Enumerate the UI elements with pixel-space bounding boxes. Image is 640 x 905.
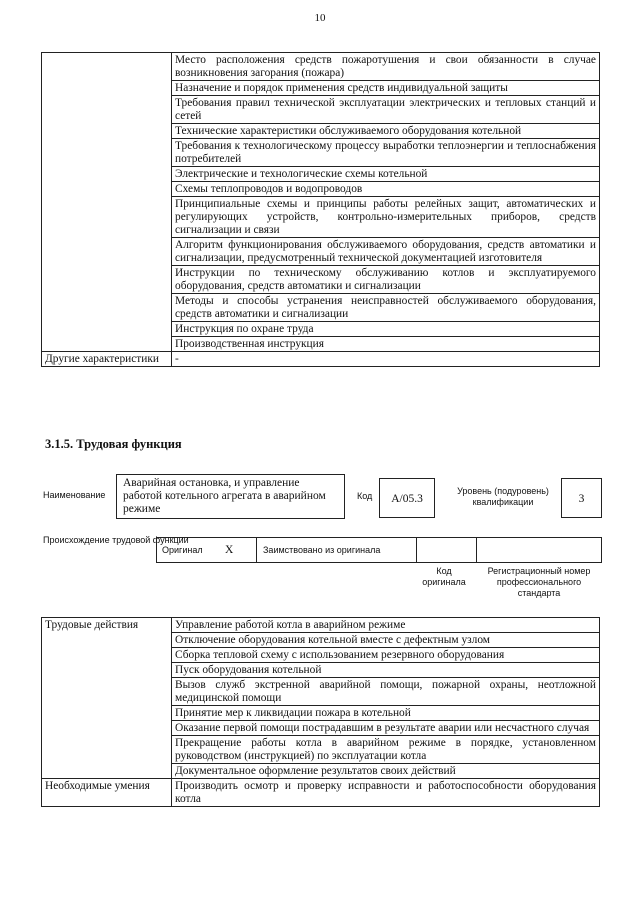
labor-action-item: Управление работой котла в аварийном режиме — [172, 618, 600, 633]
table-row — [42, 618, 600, 633]
labor-function-table — [41, 617, 600, 807]
registration-number-caption: Регистрационный номер профессионального стандарта — [487, 566, 591, 598]
labor-action-item: Сборка тепловой схему с использованием резервного оборудования — [172, 648, 600, 663]
origin-original-mark: X — [225, 544, 234, 556]
knowledge-item: Электрические и технологические схемы котельной — [172, 167, 600, 182]
qualification-level-label: Уровень (подуровень) квалификации — [457, 486, 549, 507]
origin-label: Происхождение трудовой функции — [43, 535, 189, 545]
origin-original-label: Оригинал — [162, 545, 203, 555]
labor-action-item: Принятие мер к ликвидации пожара в котельной — [172, 706, 600, 721]
origin-code-cell — [417, 538, 477, 562]
origin-strip — [156, 537, 602, 563]
labor-action-item: Вызов служб экстренной аварийной помощи, пожарной охраны, неотложной медицинской помощи — [172, 678, 600, 706]
table-row — [42, 352, 600, 367]
knowledge-item: Алгоритм функционирования обслуживаемого оборудования, средств автоматики и сигнализации, предусмотренный технической документацией изготовителя — [172, 238, 600, 266]
knowledge-item: Принципиальные схемы и принципы работы релейных защит, автоматических и регулирующих устройств, контрольно-измерительных приборов, средств сигнализации и связи — [172, 197, 600, 238]
origin-original-cell — [157, 538, 257, 562]
section-heading: 3.1.5. Трудовая функция — [45, 437, 182, 451]
name-label: Наименование — [43, 490, 106, 500]
table-row — [42, 779, 600, 807]
table-row — [42, 53, 600, 81]
knowledge-item: Производственная инструкция — [172, 337, 600, 352]
knowledge-item: Инструкции по техническому обслуживанию котлов и эксплуатируемого оборудования, средств автоматики и сигнализации — [172, 266, 600, 294]
knowledge-item: Технические характеристики обслуживаемого оборудования котельной — [172, 124, 600, 139]
qualification-level-value: 3 — [561, 478, 602, 518]
labor-action-item: Прекращение работы котла в аварийном режиме в порядке, установленном руководством (инструкцией) по эксплуатации котла — [172, 736, 600, 764]
other-characteristics-label: Другие характеристики — [42, 352, 172, 367]
knowledge-table — [41, 52, 600, 367]
knowledge-item: Назначение и порядок применения средств индивидуальной защиты — [172, 81, 600, 96]
labor-action-item: Пуск оборудования котельной — [172, 663, 600, 678]
origin-borrowed-cell: Заимствовано из оригинала — [257, 538, 417, 562]
knowledge-item: Требования правил технической эксплуатации электрических и тепловых станций и сетей — [172, 96, 600, 124]
knowledge-item: Требования к технологическому процессу выработки теплоэнергии и теплоснабжения потребителей — [172, 139, 600, 167]
required-skills-label: Необходимые умения — [42, 779, 172, 807]
required-skill-item: Производить осмотр и проверку исправности и работоспособности оборудования котла — [172, 779, 600, 807]
labor-action-item: Отключение оборудования котельной вместе с дефектным узлом — [172, 633, 600, 648]
labor-action-item: Оказание первой помощи пострадавшим в результате аварии или несчастного случая — [172, 721, 600, 736]
labor-actions-label: Трудовые действия — [42, 618, 172, 779]
function-name-value: Аварийная остановка, и управление работой котельного агрегата в аварийном режиме — [116, 474, 345, 519]
page-number: 10 — [314, 12, 326, 24]
labor-action-item: Документальное оформление результатов своих действий — [172, 764, 600, 779]
knowledge-item: Инструкция по охране труда — [172, 322, 600, 337]
knowledge-item: Методы и способы устранения неисправностей обслуживаемого оборудования, средств автоматики и сигнализации — [172, 294, 600, 322]
knowledge-item: Схемы теплопроводов и водопроводов — [172, 182, 600, 197]
code-label: Код — [357, 491, 373, 501]
knowledge-item: Место расположения средств пожаротушения и свои обязанности в случае возникновения загорания (пожара) — [172, 53, 600, 81]
other-characteristics-value: - — [172, 352, 600, 367]
knowledge-label-cell — [42, 53, 172, 352]
code-origin-caption: Код оригинала — [422, 566, 466, 587]
function-code-value: А/05.3 — [379, 478, 435, 518]
